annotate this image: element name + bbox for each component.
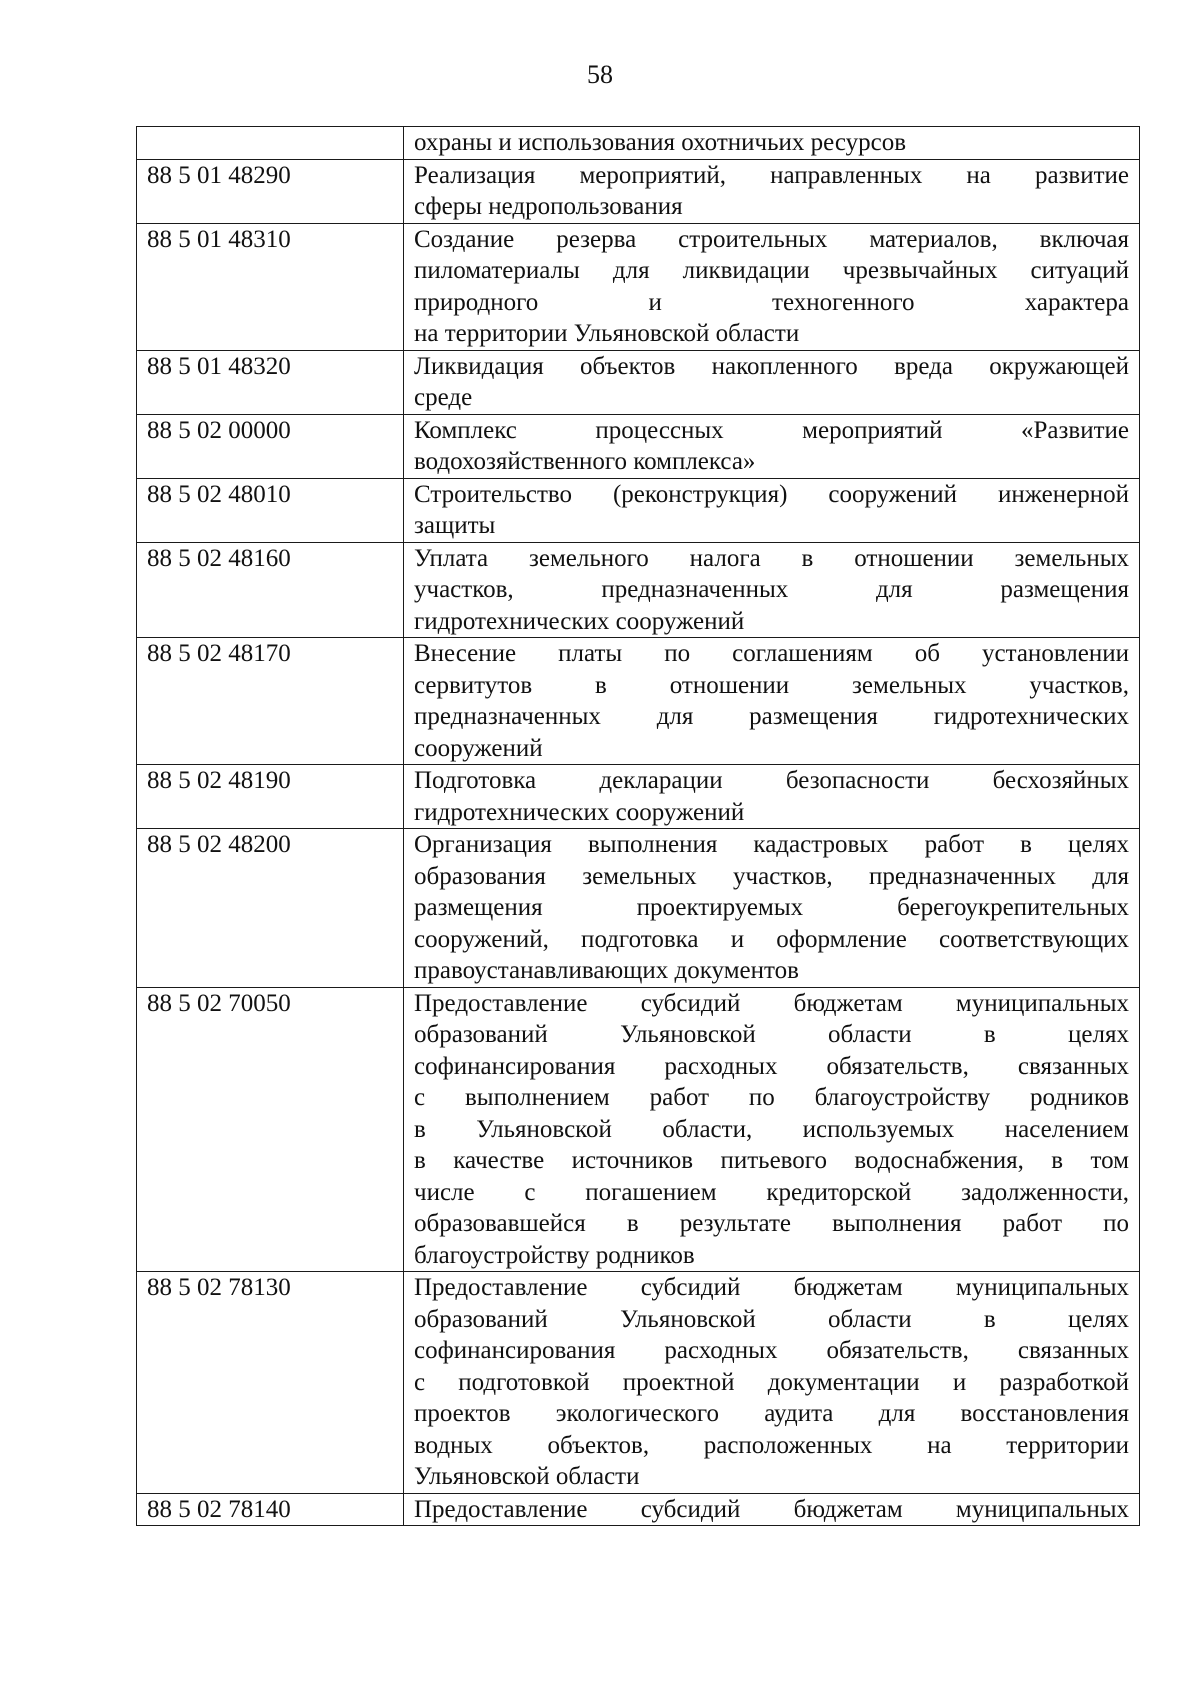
description-cell	[404, 159, 1140, 223]
description-line: гидротехнических сооружений	[414, 798, 745, 826]
description-line: Организация выполнения кадастровых работ в целях	[414, 831, 1129, 858]
description-line: образования земельных участков, предназначенных для	[414, 862, 1129, 890]
description-line: с подготовкой проектной документации и разработкой	[414, 1368, 1129, 1396]
table-row	[137, 414, 1140, 478]
description-line: Строительство (реконструкция) сооружений инженерной	[414, 480, 1129, 508]
description-line: Реализация мероприятий, направленных на развитие	[414, 161, 1129, 189]
table-row	[137, 829, 1140, 988]
description-cell	[404, 223, 1140, 350]
description-line: Комплекс процессных мероприятий «Развитие	[414, 416, 1129, 444]
description-line: Предоставление субсидий бюджетам муниципальных	[414, 989, 1129, 1017]
description-cell	[404, 765, 1140, 829]
code-cell	[137, 127, 404, 160]
description-line: Подготовка декларации безопасности бесхозяйных	[414, 767, 1129, 794]
description-line: Ликвидация объектов накопленного вреда окружающей	[414, 352, 1129, 380]
description-line: образований Ульяновской области в целях	[414, 1305, 1129, 1333]
description-line: сооружений, подготовка и оформление соответствующих	[414, 925, 1129, 953]
description-cell	[404, 1493, 1140, 1526]
code-cell: 88 5 01 48310	[137, 223, 404, 350]
code-cell: 88 5 02 70050	[137, 987, 404, 1272]
description-line: водных объектов, расположенных на территории	[414, 1431, 1129, 1459]
description-line: охраны и использования охотничьих ресурсов	[414, 129, 907, 156]
description-line: Уплата земельного налога в отношении земельных	[414, 544, 1129, 572]
description-line: проектов экологического аудита для восстановления	[414, 1400, 1129, 1427]
description-line: софинансирования расходных обязательств, связанных	[414, 1337, 1129, 1364]
description-line: в Ульяновской области, используемых населением	[414, 1115, 1129, 1143]
description-line: участков, предназначенных для размещения	[414, 576, 1129, 603]
code-cell: 88 5 02 48010	[137, 478, 404, 542]
description-line: сервитутов в отношении земельных участков,	[414, 671, 1129, 699]
description-line: среде	[414, 384, 473, 411]
description-line: природного и техногенного характера	[414, 288, 1129, 316]
description-line: благоустройству родников	[414, 1241, 695, 1269]
description-cell	[404, 478, 1140, 542]
page-number: 58	[587, 60, 613, 89]
table-row	[137, 159, 1140, 223]
table-row	[137, 765, 1140, 829]
table-row	[137, 542, 1140, 638]
description-line: Ульяновской области	[414, 1463, 640, 1490]
table-row	[137, 223, 1140, 350]
description-line: Предоставление субсидий бюджетам муниципальных	[414, 1274, 1129, 1301]
description-line: сооружений	[414, 734, 543, 762]
description-cell	[404, 987, 1140, 1272]
description-line: размещения проектируемых берегоукрепительных	[414, 894, 1129, 921]
description-line: водохозяйственного комплекса»	[414, 448, 756, 475]
description-line: пиломатериалы для ликвидации чрезвычайных ситуаций	[414, 257, 1129, 284]
description-line: софинансирования расходных обязательств, связанных	[414, 1052, 1129, 1080]
table-row	[137, 478, 1140, 542]
budget-codes-table	[136, 126, 1140, 1526]
code-cell: 88 5 02 48190	[137, 765, 404, 829]
table-row	[137, 1272, 1140, 1494]
table-row	[137, 127, 1140, 160]
code-cell: 88 5 01 48320	[137, 350, 404, 414]
description-line: гидротехнических сооружений	[414, 607, 745, 635]
description-cell	[404, 127, 1140, 160]
description-cell	[404, 542, 1140, 638]
code-cell: 88 5 01 48290	[137, 159, 404, 223]
description-line: числе с погашением кредиторской задолженности,	[414, 1178, 1129, 1206]
table-row	[137, 1493, 1140, 1526]
description-cell	[404, 1272, 1140, 1494]
code-cell: 88 5 02 48170	[137, 638, 404, 765]
description-line: защиты	[414, 512, 496, 539]
description-line: с выполнением работ по благоустройству родников	[414, 1084, 1129, 1111]
description-cell	[404, 829, 1140, 988]
code-cell: 88 5 02 48200	[137, 829, 404, 988]
description-line: образований Ульяновской области в целях	[414, 1021, 1129, 1048]
table-row	[137, 987, 1140, 1272]
code-cell: 88 5 02 78140	[137, 1493, 404, 1526]
description-line: Предоставление субсидий бюджетам муниципальных	[414, 1495, 1129, 1523]
description-line: правоустанавливающих документов	[414, 957, 799, 984]
code-cell: 88 5 02 00000	[137, 414, 404, 478]
code-cell: 88 5 02 48160	[137, 542, 404, 638]
description-line: на территории Ульяновской области	[414, 320, 800, 347]
description-cell	[404, 414, 1140, 478]
description-line: Создание резерва строительных материалов, включая	[414, 225, 1129, 253]
table-body	[137, 127, 1140, 1526]
description-line: образовавшейся в результате выполнения работ по	[414, 1210, 1129, 1237]
table-row	[137, 638, 1140, 765]
description-cell	[404, 350, 1140, 414]
description-line: в качестве источников питьевого водоснабжения, в том	[414, 1147, 1129, 1174]
description-line: предназначенных для размещения гидротехнических	[414, 703, 1129, 730]
code-cell: 88 5 02 78130	[137, 1272, 404, 1494]
description-line: Внесение платы по соглашениям об установлении	[414, 640, 1129, 667]
description-line: сферы недропользования	[414, 193, 683, 220]
table-row	[137, 350, 1140, 414]
description-cell	[404, 638, 1140, 765]
